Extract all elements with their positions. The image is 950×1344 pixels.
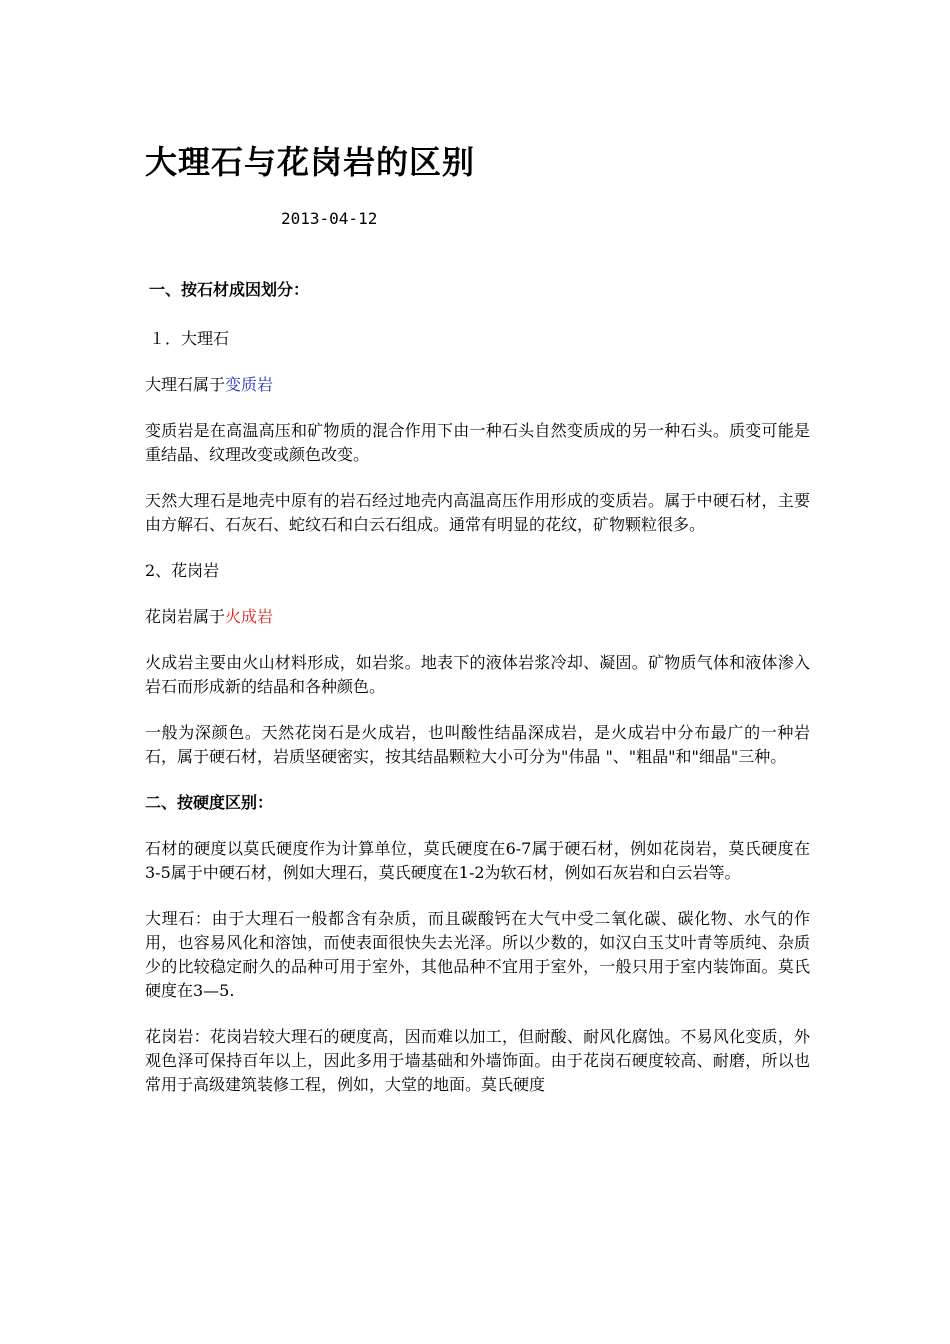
paragraph-natural-marble: 天然大理石是地壳中原有的岩石经过地壳内高温高压作用形成的变质岩。属于中硬石材，主要由方解石、石灰石、蛇纹石和白云石组成。通常有明显的花纹，矿物颗粒很多。 — [145, 491, 810, 534]
section-heading-origin: 一、按石材成因划分： — [149, 280, 310, 299]
marble-classification — [145, 373, 810, 397]
metamorphic-rock-link[interactable]: 变质岩 — [225, 375, 274, 394]
subheading-granite: 2、花岗岩 — [145, 561, 220, 580]
paragraph-granite-hardness: 花岗岩：花岗岩较大理石的硬度高，因而难以加工，但耐酸、耐风化腐蚀。不易风化变质，外观色泽可保持百年以上，因此多用于墙基础和外墙饰面。由于花岗石硬度较高、耐磨，所以也常用于高级建筑装修工程，例如，大堂的地面。莫氏硬度 — [145, 1027, 810, 1094]
page-title: 大理石与花岗岩的区别 — [145, 143, 476, 181]
paragraph-igneous: 火成岩主要由火山材料形成，如岩浆。地表下的液体岩浆冷却、凝固。矿物质气体和液体渗入岩石而形成新的结晶和各种颜色。 — [145, 653, 810, 696]
igneous-rock-link[interactable]: 火成岩 — [225, 607, 274, 626]
paragraph-metamorphic: 变质岩是在高温高压和矿物质的混合作用下由一种石头自然变质成的另一种石头。质变可能是重结晶、纹理改变或颜色改变。 — [145, 421, 810, 464]
marble-classification-prefix: 大理石属于 — [145, 375, 226, 394]
section-heading-hardness: 二、按硬度区别： — [145, 793, 274, 812]
paragraph-mohs-scale: 石材的硬度以莫氏硬度作为计算单位，莫氏硬度在6-7属于硬石材，例如花岗岩，莫氏硬度在3-5属于中硬石材，例如大理石，莫氏硬度在1-2为软石材，例如石灰岩和白云岩等。 — [145, 839, 810, 882]
publish-date: 2013-04-12 — [281, 209, 378, 228]
granite-classification — [145, 605, 810, 629]
paragraph-natural-granite: 一般为深颜色。天然花岗石是火成岩，也叫酸性结晶深成岩，是火成岩中分布最广的一种岩石，属于硬石材，岩质坚硬密实，按其结晶颗粒大小可分为"伟晶 "、"粗晶"和"细晶"三种。 — [145, 723, 810, 766]
subheading-marble: １．大理石 — [149, 329, 230, 348]
granite-classification-prefix: 花岗岩属于 — [145, 607, 226, 626]
document-body — [145, 140, 810, 1097]
paragraph-marble-hardness: 大理石：由于大理石一般都含有杂质，而且碳酸钙在大气中受二氧化碳、碳化物、水气的作用，也容易风化和溶蚀，而使表面很快失去光泽。所以少数的，如汉白玉艾叶青等质纯、杂质少的比较稳定耐久的品种可用于室外，其他品种不宜用于室外，一般只用于室内装饰面。莫氏硬度在3—5. — [145, 909, 810, 1000]
